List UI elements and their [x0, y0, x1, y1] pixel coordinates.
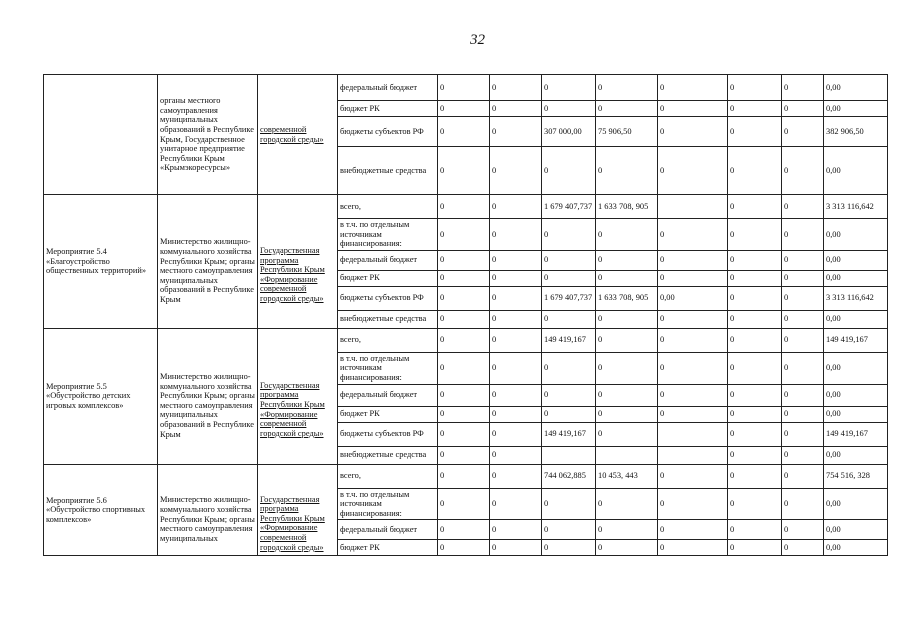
funding-source-cell: внебюджетные средства [338, 446, 438, 464]
value-cell: 0 [542, 75, 596, 101]
value-cell: 0 [782, 286, 824, 310]
value-cell: 0 [658, 250, 728, 270]
value-cell [658, 446, 728, 464]
value-cell: 0 [596, 384, 658, 406]
value-cell: 0,00 [824, 446, 888, 464]
value-cell: 0 [728, 520, 782, 540]
value-cell: 0 [490, 352, 542, 384]
value-cell: 0 [542, 384, 596, 406]
value-cell: 0 [596, 101, 658, 117]
value-cell: 0 [438, 406, 490, 422]
value-cell: 0 [658, 540, 728, 556]
funding-source-cell: федеральный бюджет [338, 520, 438, 540]
value-cell: 0 [596, 488, 658, 520]
value-cell: 0 [490, 422, 542, 446]
value-cell: 0 [596, 75, 658, 101]
value-cell: 0 [596, 406, 658, 422]
value-cell: 0 [438, 464, 490, 488]
value-cell: 0 [782, 488, 824, 520]
funding-source-cell: федеральный бюджет [338, 250, 438, 270]
funding-source-cell: в т.ч. по отдельным источникам финансирования: [338, 219, 438, 251]
funding-source-cell: в т.ч. по отдельным источникам финансирования: [338, 352, 438, 384]
value-cell: 0,00 [824, 147, 888, 195]
value-cell: 0 [438, 286, 490, 310]
value-cell: 0 [782, 352, 824, 384]
value-cell: 0 [490, 250, 542, 270]
value-cell: 0 [728, 270, 782, 286]
value-cell: 0 [438, 117, 490, 147]
value-cell: 0 [782, 406, 824, 422]
value-cell: 1 633 708, 905 [596, 286, 658, 310]
value-cell: 0 [658, 406, 728, 422]
value-cell: 0 [490, 520, 542, 540]
program-link[interactable]: Государственная программа Республики Крым «Формирование современной городской среды» [258, 195, 338, 329]
value-cell: 0,00 [824, 520, 888, 540]
responsible-cell: органы местного самоуправления муниципальных образований в Республике Крым, Государственное унитарное предприятие Республики Крым «Крымэкоресурсы» [158, 75, 258, 195]
value-cell: 0 [782, 310, 824, 328]
value-cell: 0 [728, 310, 782, 328]
table-row [44, 328, 888, 352]
value-cell: 0 [596, 520, 658, 540]
value-cell: 0 [658, 147, 728, 195]
value-cell: 0 [596, 250, 658, 270]
value-cell: 0,00 [824, 406, 888, 422]
value-cell: 149 419,167 [542, 328, 596, 352]
responsible-cell: Министерство жилищно-коммунального хозяйства Республики Крым; органы местного самоуправления муниципальных [158, 464, 258, 556]
funding-source-cell: бюджет РК [338, 101, 438, 117]
value-cell: 0 [782, 540, 824, 556]
funding-source-cell: бюджет РК [338, 406, 438, 422]
value-cell: 0 [542, 352, 596, 384]
value-cell: 0 [728, 117, 782, 147]
value-cell: 0 [728, 540, 782, 556]
funding-source-cell: бюджеты субъектов РФ [338, 117, 438, 147]
table-row [44, 464, 888, 488]
value-cell: 0 [782, 384, 824, 406]
value-cell: 0 [542, 520, 596, 540]
value-cell: 382 906,50 [824, 117, 888, 147]
value-cell: 0 [728, 384, 782, 406]
value-cell: 0 [658, 270, 728, 286]
value-cell: 0 [728, 250, 782, 270]
value-cell: 0,00 [824, 270, 888, 286]
value-cell: 0 [438, 147, 490, 195]
funding-source-cell: федеральный бюджет [338, 75, 438, 101]
value-cell: 0 [658, 352, 728, 384]
funding-source-cell: бюджеты субъектов РФ [338, 286, 438, 310]
value-cell: 0 [542, 147, 596, 195]
value-cell: 0 [782, 219, 824, 251]
value-cell: 0,00 [824, 352, 888, 384]
value-cell: 0,00 [824, 250, 888, 270]
value-cell [658, 422, 728, 446]
value-cell: 0 [658, 219, 728, 251]
value-cell: 0 [438, 384, 490, 406]
measure-cell [44, 75, 158, 195]
value-cell: 0 [542, 219, 596, 251]
value-cell: 0 [728, 422, 782, 446]
value-cell: 0 [782, 464, 824, 488]
value-cell: 0 [658, 101, 728, 117]
value-cell [658, 195, 728, 219]
value-cell: 0 [782, 446, 824, 464]
value-cell: 0 [490, 270, 542, 286]
funding-source-cell: всего, [338, 464, 438, 488]
value-cell: 0 [490, 406, 542, 422]
value-cell: 0 [438, 488, 490, 520]
value-cell: 0 [728, 101, 782, 117]
value-cell: 0 [596, 310, 658, 328]
program-link[interactable]: Государственная программа Республики Крым «Формирование современной городской среды» [258, 464, 338, 556]
value-cell: 0 [782, 117, 824, 147]
value-cell: 0 [438, 540, 490, 556]
value-cell: 0 [438, 219, 490, 251]
responsible-cell: Министерство жилищно-коммунального хозяйства Республики Крым; органы местного самоуправления муниципальных образований в Республике Крым [158, 195, 258, 329]
value-cell: 0 [658, 75, 728, 101]
value-cell: 0,00 [824, 488, 888, 520]
value-cell: 0 [438, 446, 490, 464]
value-cell: 0,00 [824, 384, 888, 406]
value-cell: 0 [658, 464, 728, 488]
value-cell: 0 [542, 270, 596, 286]
value-cell: 0 [490, 540, 542, 556]
value-cell: 0 [596, 270, 658, 286]
value-cell: 0 [658, 328, 728, 352]
value-cell: 0 [658, 117, 728, 147]
funding-source-cell: внебюджетные средства [338, 147, 438, 195]
value-cell: 0 [542, 488, 596, 520]
value-cell: 3 313 116,642 [824, 286, 888, 310]
value-cell: 0 [438, 328, 490, 352]
value-cell: 0 [728, 352, 782, 384]
responsible-cell: Министерство жилищно-коммунального хозяйства Республики Крым; органы местного самоуправления муниципальных образований в Республике Крым [158, 328, 258, 464]
value-cell [596, 446, 658, 464]
value-cell: 1 679 407,737 [542, 195, 596, 219]
value-cell: 0 [782, 147, 824, 195]
value-cell: 0 [542, 540, 596, 556]
funding-source-cell: федеральный бюджет [338, 384, 438, 406]
value-cell: 75 906,50 [596, 117, 658, 147]
value-cell: 0 [782, 328, 824, 352]
value-cell: 0 [658, 520, 728, 540]
value-cell: 0 [728, 286, 782, 310]
value-cell: 0 [490, 310, 542, 328]
funding-source-cell: бюджет РК [338, 540, 438, 556]
value-cell: 0 [728, 147, 782, 195]
value-cell: 0 [490, 219, 542, 251]
value-cell: 0 [490, 446, 542, 464]
value-cell: 1 633 708, 905 [596, 195, 658, 219]
program-link[interactable]: современной городской среды» [258, 75, 338, 195]
value-cell: 0 [490, 286, 542, 310]
value-cell: 0 [782, 250, 824, 270]
measure-cell: Мероприятие 5.6 «Обустройство спортивных комплексов» [44, 464, 158, 556]
value-cell: 1 679 407,737 [542, 286, 596, 310]
value-cell: 0 [658, 488, 728, 520]
value-cell: 0 [782, 101, 824, 117]
value-cell: 0 [728, 464, 782, 488]
value-cell: 0 [596, 540, 658, 556]
value-cell: 0 [490, 328, 542, 352]
page-number: 32 [470, 32, 485, 48]
value-cell: 0 [542, 250, 596, 270]
value-cell: 0 [782, 520, 824, 540]
value-cell: 754 516, 328 [824, 464, 888, 488]
table-row [44, 195, 888, 219]
value-cell: 0,00 [824, 219, 888, 251]
value-cell: 0 [490, 384, 542, 406]
funding-source-cell: всего, [338, 328, 438, 352]
value-cell: 0 [782, 195, 824, 219]
value-cell: 0 [490, 147, 542, 195]
budget-table [43, 74, 888, 556]
value-cell: 307 000,00 [542, 117, 596, 147]
value-cell: 0 [438, 422, 490, 446]
value-cell: 0 [782, 270, 824, 286]
value-cell: 0 [728, 446, 782, 464]
funding-source-cell: внебюджетные средства [338, 310, 438, 328]
value-cell: 0 [490, 117, 542, 147]
value-cell: 0 [728, 219, 782, 251]
value-cell: 149 419,167 [542, 422, 596, 446]
value-cell: 0 [438, 250, 490, 270]
value-cell: 0 [490, 464, 542, 488]
funding-source-cell: всего, [338, 195, 438, 219]
value-cell: 149 419,167 [824, 422, 888, 446]
value-cell: 0 [728, 75, 782, 101]
measure-cell: Мероприятие 5.5 «Обустройство детских игровых комплексов» [44, 328, 158, 464]
value-cell: 0 [490, 195, 542, 219]
value-cell: 0,00 [824, 540, 888, 556]
value-cell: 0 [658, 384, 728, 406]
value-cell: 0 [490, 75, 542, 101]
table-row [44, 75, 888, 101]
value-cell: 0 [728, 488, 782, 520]
value-cell: 0 [438, 101, 490, 117]
program-link[interactable]: Государственная программа Республики Крым «Формирование современной городской среды» [258, 328, 338, 464]
value-cell: 0 [542, 101, 596, 117]
value-cell: 0 [782, 75, 824, 101]
value-cell: 744 062,885 [542, 464, 596, 488]
value-cell: 0 [596, 219, 658, 251]
value-cell: 0 [490, 488, 542, 520]
value-cell: 0 [596, 422, 658, 446]
funding-source-cell: бюджет РК [338, 270, 438, 286]
value-cell: 0 [728, 195, 782, 219]
value-cell: 0 [490, 101, 542, 117]
value-cell: 0 [658, 310, 728, 328]
value-cell [542, 446, 596, 464]
value-cell: 0 [438, 352, 490, 384]
value-cell: 0,00 [824, 75, 888, 101]
value-cell: 0 [596, 328, 658, 352]
value-cell: 0 [438, 520, 490, 540]
value-cell: 0 [542, 310, 596, 328]
value-cell: 0 [782, 422, 824, 446]
measure-cell: Мероприятие 5.4 «Благоустройство общественных территорий» [44, 195, 158, 329]
value-cell: 0 [438, 195, 490, 219]
value-cell: 0 [596, 352, 658, 384]
value-cell: 0 [728, 406, 782, 422]
value-cell: 0 [542, 406, 596, 422]
value-cell: 0 [438, 270, 490, 286]
value-cell: 3 313 116,642 [824, 195, 888, 219]
value-cell: 149 419,167 [824, 328, 888, 352]
value-cell: 0,00 [824, 310, 888, 328]
funding-source-cell: в т.ч. по отдельным источникам финансирования: [338, 488, 438, 520]
value-cell: 10 453, 443 [596, 464, 658, 488]
value-cell: 0 [596, 147, 658, 195]
value-cell: 0 [438, 310, 490, 328]
value-cell: 0 [438, 75, 490, 101]
value-cell: 0,00 [824, 101, 888, 117]
value-cell: 0 [728, 328, 782, 352]
funding-source-cell: бюджеты субъектов РФ [338, 422, 438, 446]
value-cell: 0,00 [658, 286, 728, 310]
